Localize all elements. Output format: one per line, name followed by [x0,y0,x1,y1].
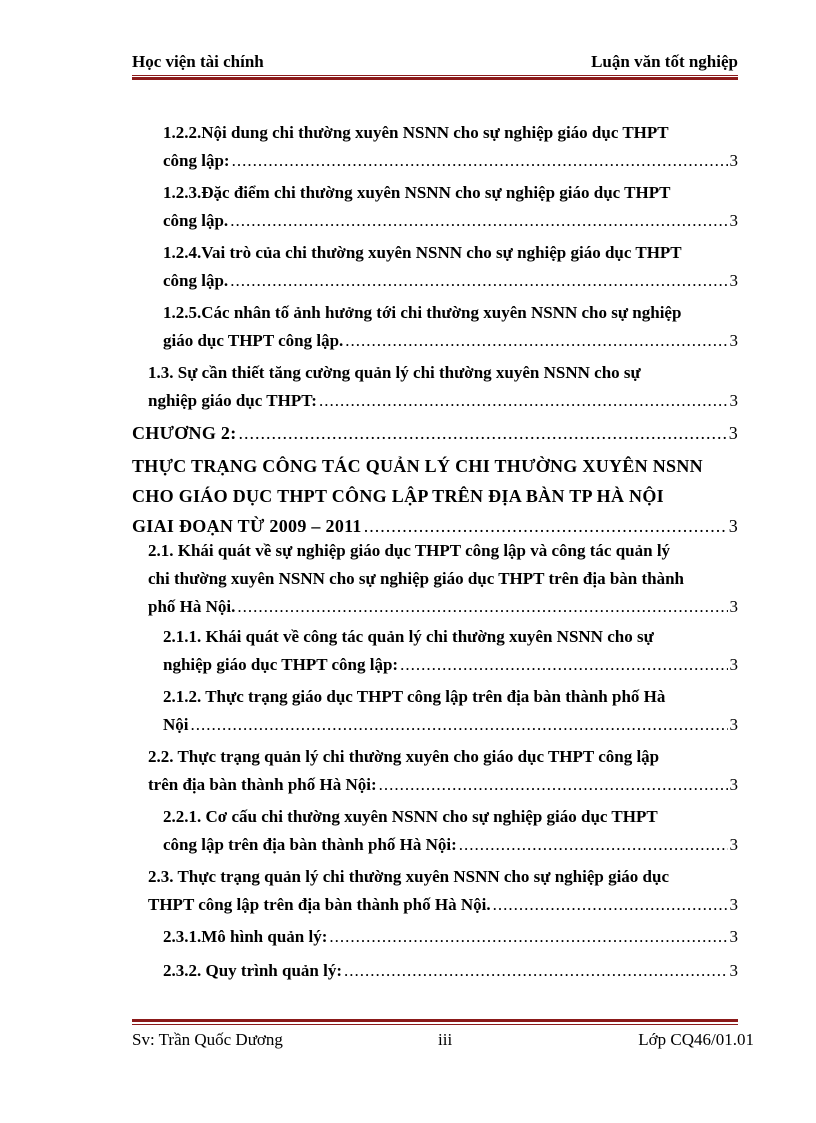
toc-entry-text: 1.2.3.Đặc điểm chi thường xuyên NSNN cho sự nghiệp giáo dục THPT [163,183,671,202]
toc-entry-2-3-1[interactable] [163,923,738,951]
toc-page-number: 3 [728,423,738,443]
footer-class-code: Lớp CQ46/01.01 [638,1030,754,1049]
toc-entry-text: 2.1. Khái quát về sự nghiệp giáo dục THPT công lập và công tác quản lý [148,541,671,560]
toc-entry-2-2-1[interactable] [163,803,738,859]
toc-entry-text: 2.1.1. Khái quát về công tác quản lý chi thường xuyên NSNN cho sự [163,627,654,646]
toc-page-number: 3 [729,835,738,854]
toc-leader-dots [191,711,728,739]
toc-entry-text: 1.2.2.Nội dung chi thường xuyên NSNN cho sự nghiệp giáo dục THPT [163,123,669,142]
toc-page-number: 3 [729,895,738,914]
toc-leader-dots [230,207,727,235]
toc-entry-2-2[interactable] [148,743,738,799]
toc-leader-dots [493,891,728,919]
toc-entry-2-3[interactable] [148,863,738,919]
toc-entry-2-1[interactable] [148,537,738,621]
toc-entry-chapter-2[interactable] [132,419,738,447]
toc-leader-dots [230,267,727,295]
toc-entry-1-2-4[interactable] [163,239,738,295]
toc-page-number: 3 [729,331,738,350]
footer-rule-thin [132,1024,738,1025]
toc-page-number: 3 [729,151,738,170]
toc-entry-text: 2.2.1. Cơ cấu chi thường xuyên NSNN cho sự nghiệp giáo dục THPT [163,807,658,826]
toc-page-number: 3 [729,597,738,616]
toc-entry-text: CHO GIÁO DỤC THPT CÔNG LẬP TRÊN ĐỊA BÀN TP HÀ NỘI [132,486,664,506]
toc-entry-text: 1.2.5.Các nhân tố ảnh hưởng tới chi thường xuyên NSNN cho sự nghiệp [163,303,682,322]
toc-entry-chapter-2-title[interactable] [132,451,738,541]
toc-entry-2-1-1[interactable] [163,623,738,679]
toc-page-number: 3 [729,775,738,794]
footer-student-name: Sv: Trần Quốc Dương [132,1030,283,1049]
toc-entry-text: trên địa bàn thành phố Hà Nội: [148,775,377,794]
toc-page-number: 3 [729,655,738,674]
toc-entry-text: 2.3.2. Quy trình quản lý: [163,961,343,980]
toc-page-number: 3 [729,961,738,980]
toc-entry-text: 2.2. Thực trạng quản lý chi thường xuyên cho giáo dục THPT công lập [148,747,660,766]
toc-page-number: 3 [729,391,738,410]
toc-leader-dots [329,923,727,951]
toc-entry-text: công lập. [163,271,229,290]
toc-entry-text: CHƯƠNG 2: [132,423,237,443]
toc-entry-text: 1.3. Sự cần thiết tăng cường quản lý chi thường xuyên NSNN cho sự [148,363,641,382]
toc-entry-text: nghiệp giáo dục THPT công lập: [163,655,399,674]
toc-page-number: 3 [729,715,738,734]
toc-entry-1-3[interactable] [148,359,738,415]
toc-leader-dots [239,419,727,447]
toc-entry-text: chi thường xuyên NSNN cho sự nghiệp giáo dục THPT trên địa bàn thành [148,569,685,588]
toc-page-number: 3 [729,211,738,230]
toc-entry-text: phố Hà Nội. [148,597,236,616]
toc-leader-dots [345,327,727,355]
toc-entry-text: công lập: [163,151,230,170]
toc-entry-text: giáo dục THPT công lập. [163,331,344,350]
toc-entry-text: GIAI ĐOẠN TỪ 2009 – 2011 [132,516,362,536]
footer-rule-thick [132,1019,738,1022]
page-number: iii [438,1030,453,1049]
toc-leader-dots [400,651,727,679]
toc-entry-text: nghiệp giáo dục THPT: [148,391,317,410]
toc-entry-text: 1.2.4.Vai trò của chi thường xuyên NSNN cho sự nghiệp giáo dục THPT [163,243,682,262]
page-footer [132,1030,754,1052]
toc-leader-dots [232,147,728,175]
toc-entry-text: THPT công lập trên địa bàn thành phố Hà Nội. [148,895,491,914]
toc-page-number: 3 [729,927,738,946]
toc-leader-dots [379,771,728,799]
toc-entry-2-3-2[interactable] [163,957,738,985]
toc-entry-text: THỰC TRẠNG CÔNG TÁC QUẢN LÝ CHI THƯỜNG XUYÊN NSNN [132,456,703,476]
header-document-type: Luận văn tốt nghiệp [591,52,738,71]
toc-entry-text: 2.3. Thực trạng quản lý chi thường xuyên NSNN cho sự nghiệp giáo dục [148,867,670,886]
toc-entry-text: công lập trên địa bàn thành phố Hà Nội: [163,835,457,854]
toc-page-number: 3 [728,516,738,536]
toc-entry-text: 2.3.1.Mô hình quản lý: [163,927,328,946]
toc-entry-text: công lập. [163,211,229,230]
toc-leader-dots [459,831,728,859]
toc-leader-dots [319,387,728,415]
toc-entry-1-2-2[interactable] [163,119,738,175]
toc-leader-dots [344,957,727,985]
toc-entry-1-2-3[interactable] [163,179,738,235]
toc-leader-dots [237,593,727,621]
toc-entry-text: Nội [163,715,189,734]
header-institution: Học viện tài chính [132,52,264,71]
toc-entry-1-2-5[interactable] [163,299,738,355]
toc-entry-text: 2.1.2. Thực trạng giáo dục THPT công lập trên địa bàn thành phố Hà [163,687,666,706]
toc-entry-2-1-2[interactable] [163,683,738,739]
toc-page-number: 3 [729,271,738,290]
